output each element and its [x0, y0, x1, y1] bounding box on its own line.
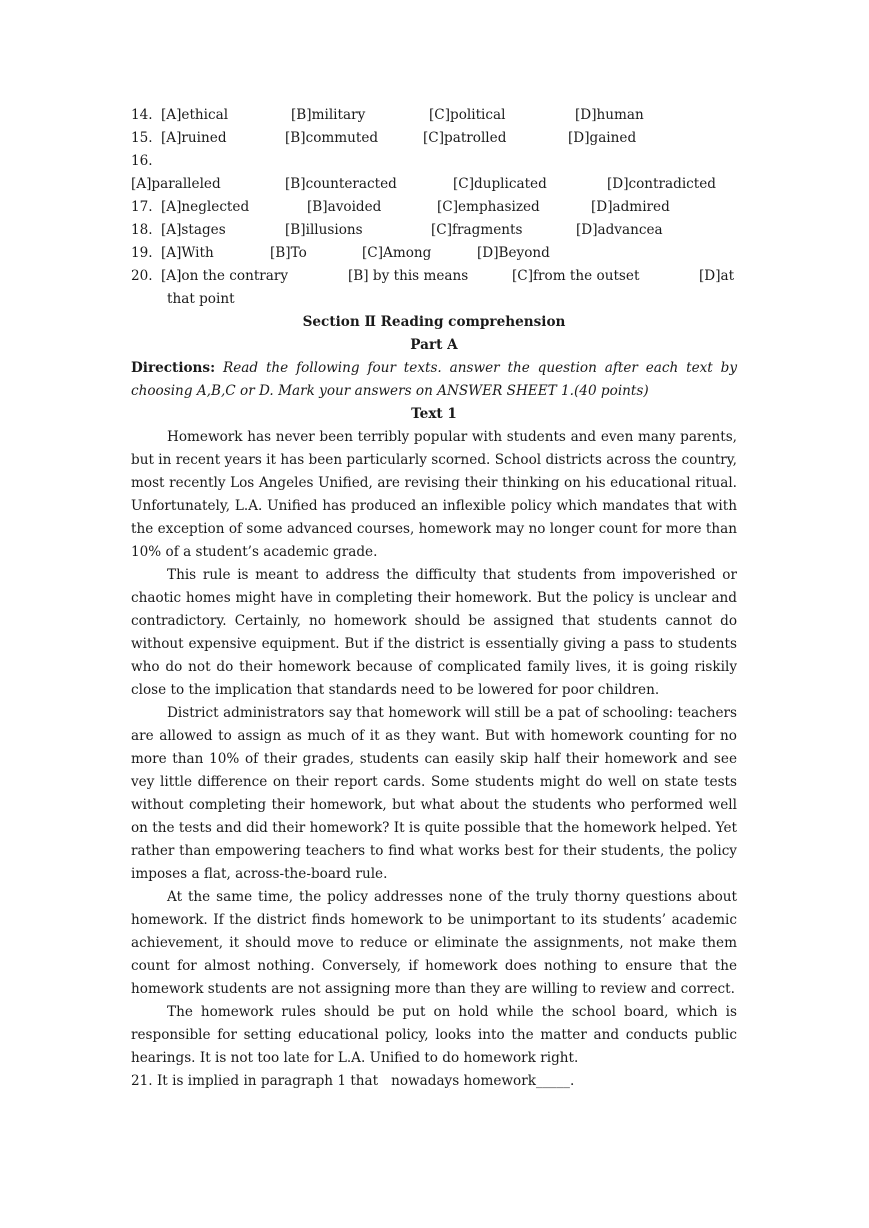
- option-b: [B]military: [291, 107, 366, 123]
- question-number-16: 16.: [131, 153, 153, 169]
- option-d: [D]advancea: [576, 222, 663, 238]
- option-c: [C]political: [429, 107, 506, 123]
- option-b: [B]counteracted: [285, 176, 397, 192]
- question-number: 17.: [131, 199, 153, 215]
- option-b: [B] by this means: [348, 268, 469, 284]
- option-c: [C]fragments: [431, 222, 523, 238]
- paragraph-1: Homework has never been terribly popular with students and even many parents, but in recent years it has been particularly scorned. School districts across the country, most recently Los Angeles Unified, are revising their thinking on his educational ritual. Unfortunately, L.A. Unified has produced an inflexible policy which mandates that with the exception of some advanced courses, homework may no longer count for more than 10% of a student’s academic grade.: [131, 429, 737, 560]
- option-row-19: [131, 242, 737, 265]
- option-c: [C]emphasized: [437, 199, 540, 215]
- option-row-16: [131, 173, 737, 196]
- option-row-18: [131, 219, 737, 242]
- option-b: [B]avoided: [307, 199, 382, 215]
- directions-text: Read the following four texts. answer the question after each text by choosing A,B,C or D. Mark your answers on ANSWER SHEET 1.(40 points): [131, 360, 737, 399]
- option-c: [C]duplicated: [453, 176, 547, 192]
- directions: [131, 357, 737, 403]
- question-21: 21. It is implied in paragraph 1 that nowadays homework_____.: [131, 1073, 575, 1089]
- question-number: 19.: [131, 245, 153, 261]
- option-a: [A]neglected: [161, 199, 250, 215]
- option-row-15: [131, 127, 737, 150]
- paragraph-2: This rule is meant to address the difficulty that students from impoverished or chaotic homes might have in completing their homework. But the policy is unclear and contradictory. Certainly, no homework should be assigned that students cannot do without expensive equipment. But if the district is essentially giving a pass to students who do not do their homework because of complicated family lives, it is going riskily close to the implication that standards need to be lowered for poor children.: [131, 567, 737, 698]
- option-d: [D]Beyond: [477, 245, 550, 261]
- option-d: [D]human: [575, 107, 644, 123]
- option-row-14: [131, 104, 737, 127]
- option-c: [C]Among: [362, 245, 432, 261]
- option-d: [D]at: [699, 268, 735, 284]
- exam-page: [131, 104, 737, 1093]
- paragraph-3: District administrators say that homework will still be a pat of schooling: teachers are allowed to assign as much of it as they want. But with homework counting for no more than 10% of their grades, students can easily skip half their homework and see vey little difference on their report cards. Some students might do well on state tests without completing their homework, but what about the students who performed well on the tests and did their homework? It is quite possible that the homework helped. Yet rather than empowering teachers to find what works best for their students, the policy imposes a flat, across-the-board rule.: [131, 705, 737, 882]
- option-a: [A]ethical: [161, 107, 229, 123]
- section-title: Section Ⅱ Reading comprehension: [302, 314, 566, 330]
- part-title: Part A: [410, 337, 458, 353]
- option-b: [B]To: [270, 245, 307, 261]
- option-d: [D]admired: [591, 199, 670, 215]
- option-d: [D]gained: [568, 130, 637, 146]
- option-a: [A]stages: [161, 222, 226, 238]
- option-a: [A]paralleled: [131, 176, 221, 192]
- option-a: [A]With: [161, 245, 214, 261]
- directions-label: Directions:: [131, 360, 216, 376]
- option-b: [B]illusions: [285, 222, 363, 238]
- paragraph-5: The homework rules should be put on hold while the school board, which is responsible for setting educational policy, looks into the matter and conducts public hearings. It is not too late for L.A. Unified to do homework right.: [131, 1004, 737, 1066]
- text-title: Text 1: [411, 406, 457, 422]
- option-row-17: [131, 196, 737, 219]
- option-a: [A]ruined: [161, 130, 227, 146]
- option-row-20: [131, 265, 737, 288]
- question-number: 15.: [131, 130, 153, 146]
- paragraph-4: At the same time, the policy addresses none of the truly thorny questions about homework. If the district finds homework to be unimportant to its students’ academic achievement, it should move to reduce or eliminate the assignments, not make them count for almost nothing. Conversely, if homework does nothing to ensure that the homework students are not assigning more than they are willing to review and correct.: [131, 889, 737, 997]
- question-number: 18.: [131, 222, 153, 238]
- option-d: [D]contradicted: [607, 176, 716, 192]
- option-continuation: that point: [167, 291, 235, 307]
- option-a: [A]on the contrary: [161, 268, 289, 284]
- option-c: [C]patrolled: [423, 130, 507, 146]
- question-number: 14.: [131, 107, 153, 123]
- question-number: 20.: [131, 268, 153, 284]
- option-b: [B]commuted: [285, 130, 379, 146]
- option-c: [C]from the outset: [512, 268, 640, 284]
